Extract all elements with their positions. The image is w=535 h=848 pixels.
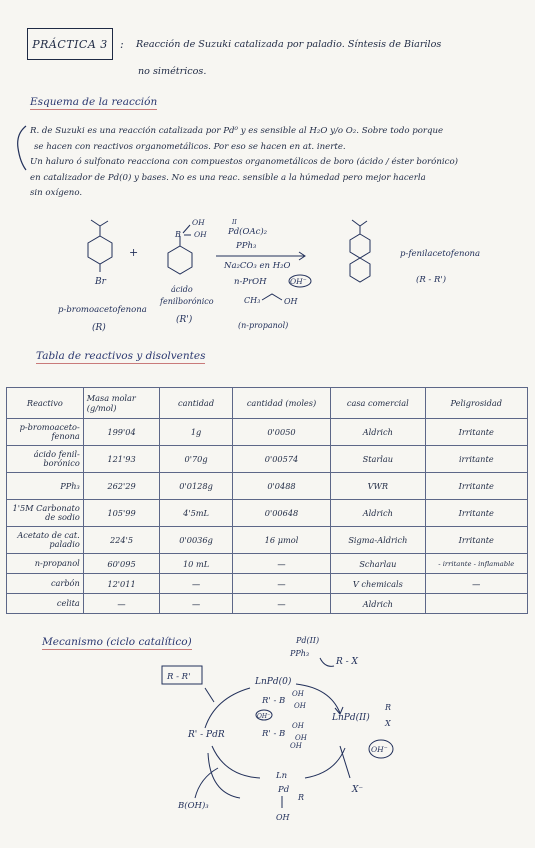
catalytic-cycle [0,628,535,843]
cell [425,594,527,614]
product-box-label: R - R' [167,672,191,682]
cell: 0'00648 [232,500,330,527]
para-line-4: en catalizador de Pd(0) y bases. No es una reac. sensible a la húmedad pero mejor hacerla [30,172,426,183]
cell: - irritante - inflamable [425,554,527,574]
boronate1-label: R' - B [262,696,286,706]
cell: 0'0128g [160,473,233,500]
cell: 0'00574 [232,446,330,473]
cell: Aldrich [331,500,425,527]
cell: 199'04 [83,419,159,446]
cell: Acetato de cat. paladio [7,527,84,554]
cell: — [160,594,233,614]
col-masa: Masa molar (g/mol) [83,388,159,419]
cell: 0'0488 [232,473,330,500]
cond-oh-circle: OH⁻ [290,277,307,286]
cond-na2co3: Na₂CO₃ en H₂O [224,261,291,271]
title-line2: no simétricos. [138,66,207,77]
title-line1: Reacción de Suzuki catalizada por paladio. Síntesis de Biarilos [136,39,442,50]
reactant1-label: (R) [92,323,106,333]
pd-oxidation: II [232,219,237,226]
cell: — [232,574,330,594]
cell: ácido fenil-borónico [7,446,84,473]
cell: PPh₃ [7,473,84,500]
cell: — [160,574,233,594]
cell: carbón [7,574,84,594]
pd-ii-top: Pd(II) [296,636,320,645]
reactant2-name1: ácido [171,285,193,294]
table-row [7,574,528,594]
col-reactivo: Reactivo [7,388,84,419]
cell: Aldrich [331,419,425,446]
boronic-oh2: OH [194,230,207,239]
scheme-heading: Esquema de la reacción [30,96,158,108]
cell: Irritante [425,527,527,554]
brace-mark [12,124,28,172]
product-structure [350,220,370,282]
cell: 0'70g [160,446,233,473]
reagents-table [6,387,528,614]
cell: 121'93 [83,446,159,473]
cell: Irritante [425,500,527,527]
para-line-5: sin oxígeno. [30,188,83,198]
cell: 4'5mL [160,500,233,527]
cell: 1'5M Carbonato de sodio [7,500,84,527]
reactant1-br: Br [95,277,106,287]
reactant2-label: (R') [176,315,193,325]
boronate1-oh2: OH [294,702,306,710]
para-line-2: se hacen con reactivos organometálicos. Por eso se hacen en at. inerte. [34,141,346,152]
cell: Aldrich [331,594,425,614]
cond-pph3: PPh₃ [236,241,257,251]
scheme-paragraph [30,124,458,202]
table-row [7,419,528,446]
x-minus: X⁻ [352,785,364,795]
boronate2-oh2: OH [295,734,307,742]
r-pd-r-label: R' - PdR [188,730,225,740]
boh3-label: B(OH)₃ [178,801,209,811]
cell: Irritante [425,473,527,500]
cell: n-propanol [7,554,84,574]
bottom-r: R [298,793,305,802]
product-label: (R - R') [416,275,447,285]
lnpd2-r: R [385,703,392,712]
lnpd2-x: X [385,719,391,728]
col-peligro: Peligrosidad [425,388,527,419]
cell: irritante [425,446,527,473]
cell: 1g [160,419,233,446]
boronate1-oh1: OH [292,690,304,698]
cond-nproh: n-PrOH [234,277,267,287]
table-header-row [7,388,528,419]
para-line-1: R. de Suzuki es una reacción catalizada por Pd⁰ y es sensible al H₂O y/o O₂. Sobre todo porque [30,126,444,136]
cell: 262'29 [83,473,159,500]
table-row [7,554,528,574]
oh-circle-right: OH⁻ [371,745,388,754]
cell: 0'0050 [232,419,330,446]
reactant1-structure [88,220,112,272]
table-row [7,594,528,614]
col-cantidad: cantidad [160,388,233,419]
cell: Scharlau [331,554,425,574]
table-row [7,473,528,500]
cell: celita [7,594,84,614]
cell: Sigma-Aldrich [331,527,425,554]
product-name: p-fenilacetofenona [400,249,481,259]
boronic-b: B [175,230,181,239]
mechanism-heading: Mecanismo (ciclo catalítico) [42,636,192,648]
cell: — [425,574,527,594]
cell: — [83,594,159,614]
para-line-3: Un haluro ó sulfonato reacciona con compuestos organometálicos de boro (ácido / éster borónico) [30,157,458,167]
reactant2-name2: fenilborónico [160,297,214,306]
cell: VWR [331,473,425,500]
reactant1-name: p-bromoacetofenona [58,305,147,315]
cond-oh: OH [284,297,298,306]
cell: p-bromoaceto-fenona [7,419,84,446]
col-moles: cantidad (moles) [232,388,330,419]
bottom-oh: OH [276,813,290,822]
cell: — [232,554,330,574]
practice-badge-label: PRÁCTICA 3 [32,37,108,51]
oh-circle-mid: OH⁻ [257,713,271,720]
title-colon: : [120,38,124,51]
cell: 224'5 [83,527,159,554]
cell: — [232,594,330,614]
cell: 12'011 [83,574,159,594]
cond-pd: Pd(OAc)₂ [228,227,268,237]
rx-label: R - X [336,657,358,667]
cell: 16 μmol [232,527,330,554]
table-row [7,527,528,554]
table-row [7,500,528,527]
practice-badge [27,28,113,60]
cond-npropanol: (n-propanol) [238,321,289,330]
cond-ch3: CH₃ [244,296,261,305]
cell: Starlau [331,446,425,473]
cell: 60'095 [83,554,159,574]
reaction-scheme [0,206,535,336]
boronate2-oh3: OH [290,742,302,750]
table-heading: Tabla de reactivos y disolventes [36,350,206,362]
plus-sign: + [129,246,139,259]
bottom-ln: Ln [276,771,288,781]
cell: 10 mL [160,554,233,574]
lnpd2-label: LnPd(II) [332,713,370,723]
cell: V chemicals [331,574,425,594]
boronate2-oh1: OH [292,722,304,730]
lnpd0-label: LnPd(0) [255,677,292,687]
table-row [7,446,528,473]
cell: 105'99 [83,500,159,527]
boronate2-label: R' - B [262,729,286,739]
boronic-oh1: OH [192,218,205,227]
col-casa: casa comercial [331,388,425,419]
bottom-pd: Pd [278,785,290,795]
pph3-label: PPh₃ [290,649,310,658]
cell: Irritante [425,419,527,446]
cell: 0'0036g [160,527,233,554]
